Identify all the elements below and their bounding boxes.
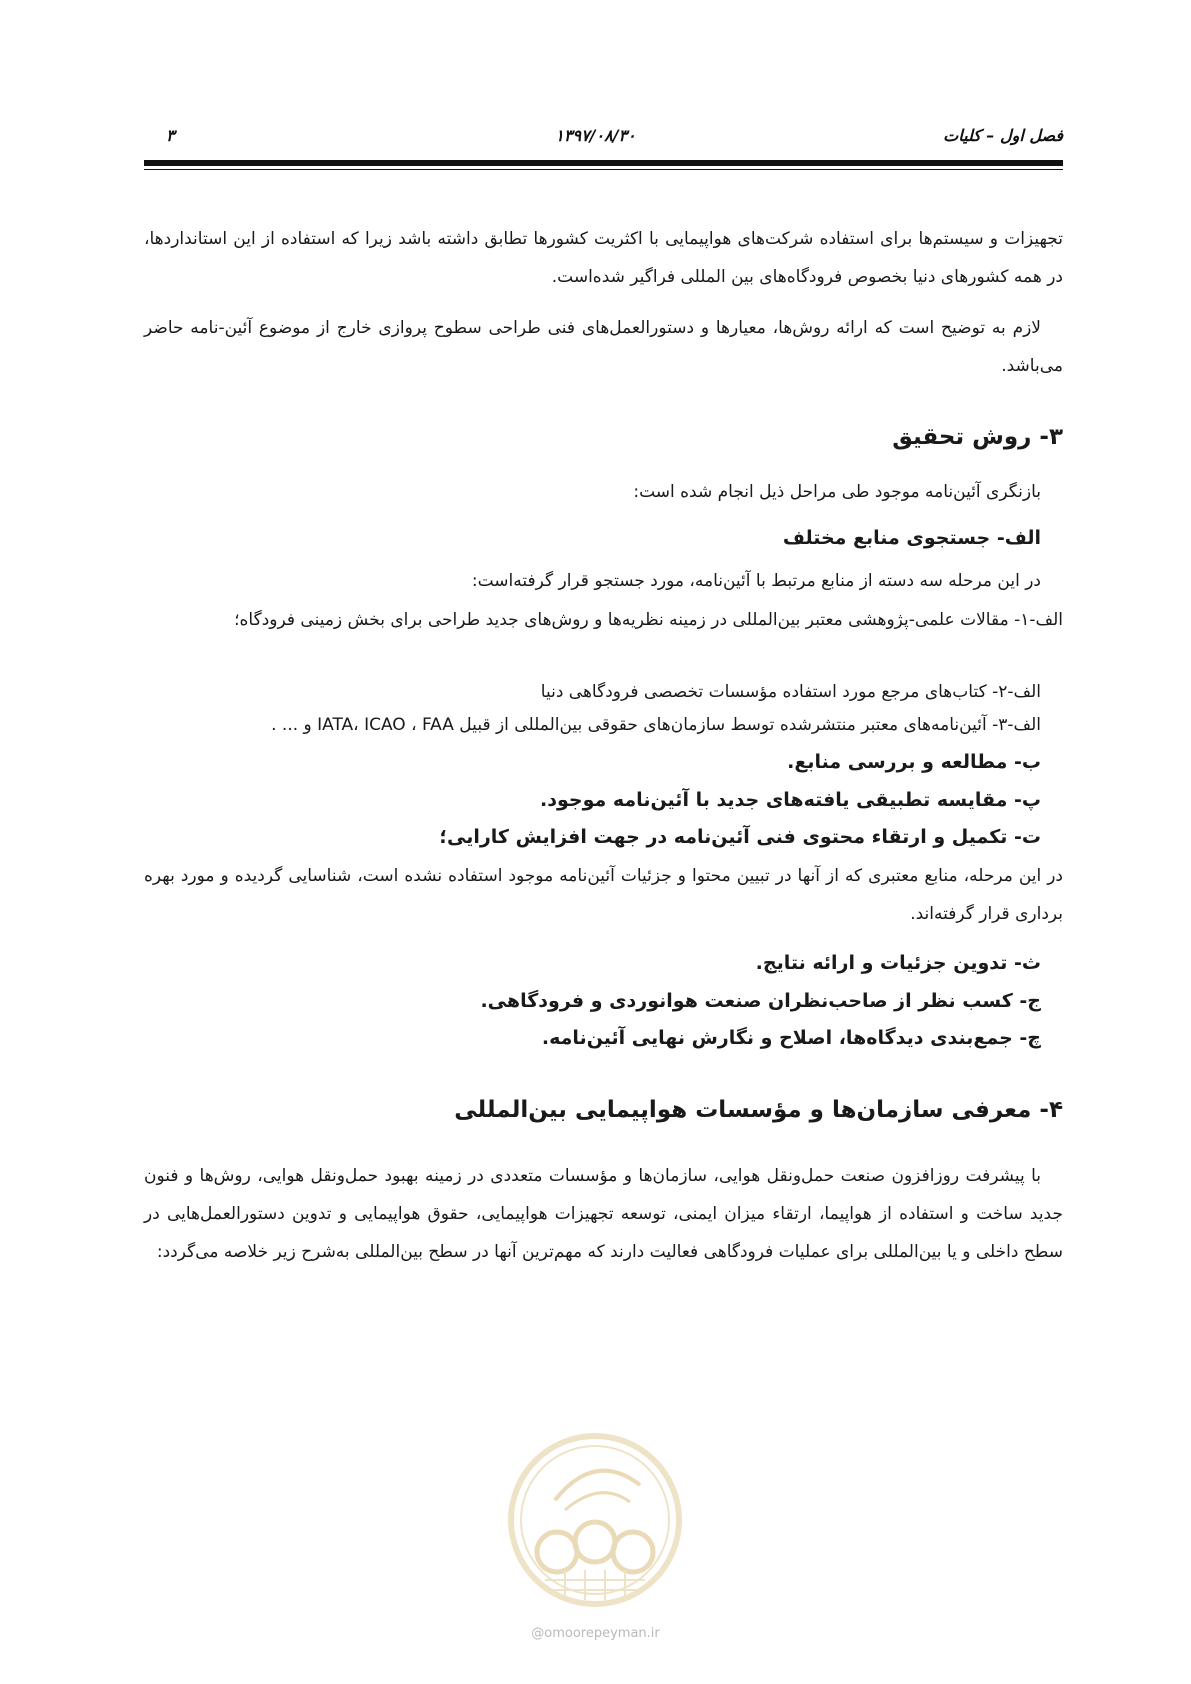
- header-rule-thick: [144, 160, 1063, 166]
- step-alef-title: الف- جستجوی منابع مختلف: [782, 527, 1041, 549]
- step-te-text: در این مرحله، منابع معتبری که از آنها در تبیین محتوا و جزئیات آئین‌نامه موجود استفاده نشده است، شناسایی گردیده و مورد بهره برداری قرار گرفته‌اند.: [144, 866, 1063, 924]
- section-3-intro: بازنگری آئین‌نامه موجود طی مراحل ذیل انجام شده است:: [633, 482, 1041, 502]
- step-be: ب- مطالعه و بررسی منابع.: [787, 751, 1041, 773]
- section-4-paragraph: با پیشرفت روزافزون صنعت حمل‌ونقل هوایی، سازمان‌ها و مؤسسات متعددی در زمینه بهبود حمل‌ونقل هوایی، روش‌ها و فنون جدید ساخت و استفاده از هواپیما، ارتقاء میزان ایمنی، توسعه تجهیزات هواپیمایی، حقوق هواپیمایی و تدوین دستورالعمل‌هایی در سطح داخلی و یا بین‌المللی برای عملیات فرودگاهی فعالیت دارند که مهم‌ترین آنها در سطح بین‌المللی به‌شرح زیر خلاصه می‌گردد:: [144, 1166, 1063, 1262]
- section-4-heading: ۴- معرفی سازمان‌ها و مؤسسات هواپیمایی بین‌المللی: [454, 1097, 1063, 1123]
- step-alef-1: الف-۱- مقالات علمی-پژوهشی معتبر بین‌المللی در زمینه نظریه‌ها و روش‌های جدید طراحی برای بخش زمینی فرودگاه؛: [234, 610, 1063, 630]
- step-alef-2: الف-۲- کتاب‌های مرجع مورد استفاده مؤسسات تخصصی فرودگاهی دنیا: [540, 682, 1041, 702]
- section-3-heading: ۳- روش تحقیق: [892, 424, 1063, 450]
- watermark-logo-icon: [505, 1430, 685, 1610]
- header-rule-thin: [144, 169, 1063, 170]
- intro-paragraph-1: تجهیزات و سیستم‌ها برای استفاده شرکت‌های هواپیمایی با اکثریت کشورها تطابق داشته باشد زیرا که استفاده از این استانداردها، در همه کشورهای دنیا بخصوص فرودگاه‌های بین المللی فراگیر شده‌است.: [144, 229, 1063, 287]
- step-alef-intro: در این مرحله سه دسته از منابع مرتبط با آئین‌نامه، مورد جستجو قرار گرفته‌است:: [471, 571, 1041, 591]
- step-te: ت- تکمیل و ارتقاء محتوی فنی آئین‌نامه در جهت افزایش کارایی؛: [439, 826, 1041, 848]
- step-alef-3: الف-۳- آئین‌نامه‌های معتبر منتشرشده توسط سازمان‌های حقوقی بین‌المللی از قبیل IATA، ICAO ، FAA و ... .: [271, 715, 1041, 735]
- step-jim: ج- کسب نظر از صاحب‌نظران صنعت هوانوردی و فرودگاهی.: [480, 990, 1041, 1012]
- header-chapter-title: فصل اول – کلیات: [943, 126, 1063, 145]
- watermark-url: @omoorepeyman.ir: [531, 1626, 660, 1641]
- header-date: ۱۳۹۷/۰۸/۳۰: [555, 126, 636, 145]
- header-page-number: ۳: [166, 126, 175, 145]
- intro-paragraph-2: لازم به توضیح است که ارائه روش‌ها، معیارها و دستورالعمل‌های فنی طراحی سطوح پروازی خارج از موضوع آئین-نامه حاضر می‌باشد.: [144, 318, 1063, 376]
- step-che: چ- جمع‌بندی دیدگاه‌ها، اصلاح و نگارش نهایی آئین‌نامه.: [541, 1027, 1041, 1049]
- step-se: ث- تدوین جزئیات و ارائه نتایج.: [755, 952, 1041, 974]
- step-pe: پ- مقایسه تطبیقی یافته‌های جدید با آئین‌نامه موجود.: [540, 789, 1041, 811]
